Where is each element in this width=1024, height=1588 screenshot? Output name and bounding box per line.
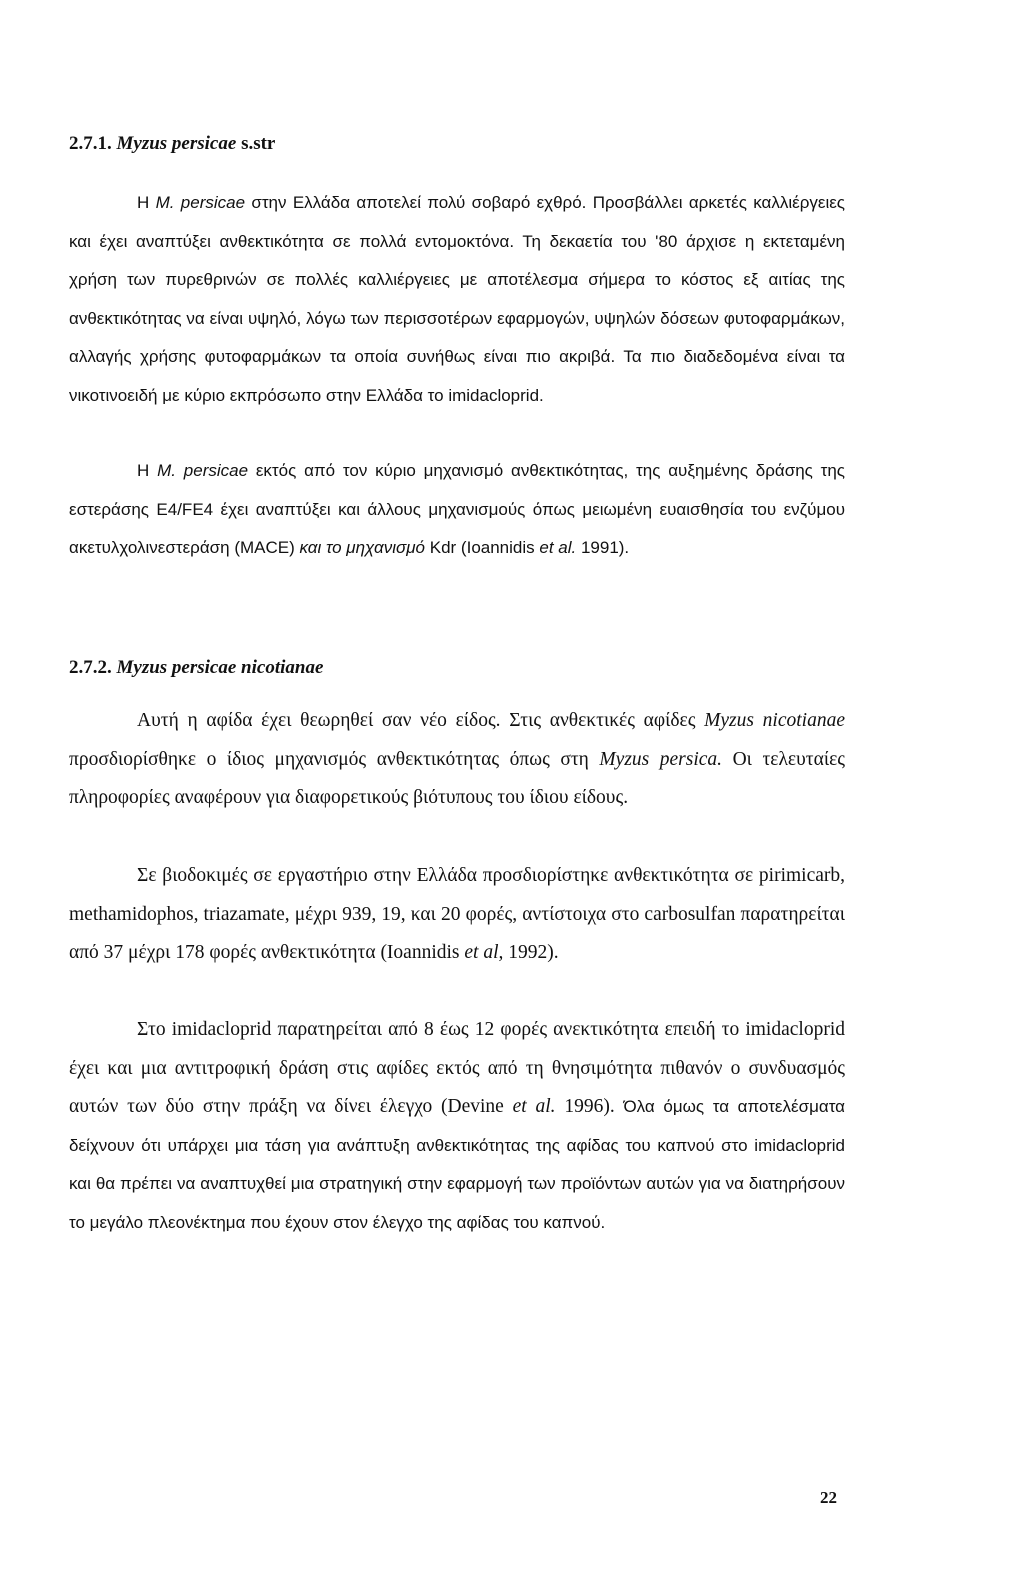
text-run: 1991). (576, 538, 630, 557)
text-run: στην Ελλάδα αποτελεί πολύ σοβαρό εχθρό. Προσβάλλει αρκετές καλλιέργειες και έχει αναπτύξει ανθεκτικότητα σε πολλά εντομοκτόνα. Τη δεκαετία του '80 άρχισε η εκτεταμένη χρήση των πυρεθρινών σε πολλές καλλιέργειες με αποτέλεσμα σήμερα το κόστος εξ αιτίας της ανθεκτικότητας να είναι υψηλό, λόγω των περισσοτέρων εφαρμογών, υψηλών δόσεων φυτοφαρμάκων, αλλαγής χρήσης φυτοφαρμάκων τα οποία συνήθως είναι πιο ακριβά. Τα πιο διαδεδομένα είναι τα νικοτινοειδή με κύριο εκπρόσωπο στην Ελλάδα το imidacloprid. (69, 193, 845, 405)
section-heading-2-7-2 (69, 656, 323, 680)
section-title-species: Myzus persicae nicotianae (116, 657, 324, 678)
section-title-species: Myzus persicae (116, 133, 237, 154)
paragraph-bioassays (69, 857, 845, 973)
text-run: 1992). (503, 942, 559, 964)
text-run: Όλα όμως τα αποτελέσματα δείχνουν ότι υπάρχει μια τάση για ανάπτυξη ανθεκτικότητας της αφίδας του καπνού στο imidacloprid και θα πρέπει να αναπτυχθεί μια στρατηγική στην εφαρμογή των προϊόντων αυτών για να διατηρήσουν το μεγάλο πλεονέκτημα που έχουν στον έλεγχο της αφίδας του καπνού. (69, 1097, 846, 1232)
species-name: M. persicae (157, 461, 249, 480)
text-run: εκτός από τον κύριο μηχανισμό ανθεκτικότητας, της αυξημένης δράσης της εστεράσης E4/FE4 έχει αναπτύξει και άλλους μηχανισμούς όπως μειωμένη ευαισθησία του ενζύμου ακετυλχολινεστεράση (MACE) (69, 461, 846, 557)
citation-et-al: et al. (539, 538, 577, 557)
section-number: 2.7.1. (69, 133, 117, 154)
paragraph-m-persicae-intro (69, 184, 845, 415)
paragraph-nicotianae (69, 702, 845, 818)
text-run: Σε βιοδοκιμές σε εργαστήριο στην Ελλάδα προσδιορίστηκε ανθεκτικότητα σε pirimicarb, methamidophos, triazamate, μέχρι 939, 19, και 20 φορές, αντίστοιχα στο carbosulfan παρατηρείται από 37 μέχρι 178 φορές ανθεκτικότητα (Ioannidis (69, 865, 845, 964)
citation-et-al: et al. (512, 1096, 556, 1118)
text-run-italic: και το μηχανισμό (299, 538, 426, 557)
page-number: 22 (820, 1488, 837, 1507)
text-run: 1996). (555, 1096, 624, 1118)
text-run: Αυτή η αφίδα έχει θεωρηθεί σαν νέο είδος. Στις ανθεκτικές αφίδες (137, 710, 705, 731)
text-run: Η (137, 461, 158, 480)
species-name: Myzus persica. (599, 748, 723, 770)
paragraph-resistance-mechanisms (69, 452, 845, 568)
section-title-suffix: s.str (236, 133, 276, 154)
text-run: προσδιορίσθηκε ο ίδιος μηχανισμός ανθεκτικότητας όπως στη (69, 748, 600, 770)
citation-et-al: et al, (464, 942, 504, 964)
text-run: Στο imidacloprid παρατηρείται από 8 έως 12 φορές ανεκτικότητα επειδή το imidacloprid έχει και μια αντιτροφική δράση στις αφίδες εκτός από τη θνησιμότητα πιθανόν ο συνδυασμός αυτών των δύο στην πράξη να δίνει έλεγχο (Devine (69, 1019, 845, 1118)
species-name: M. persicae (155, 193, 246, 212)
text-run: Kdr (Ioannidis (425, 538, 540, 557)
text-run: Οι τελευταίες πληροφορίες αναφέρουν για διαφορετικούς βιότυπους του ίδιου είδους. (69, 748, 845, 809)
species-name: Myzus nicotianae (704, 710, 845, 731)
section-heading-2-7-1 (69, 132, 275, 156)
paragraph-imidacloprid (69, 1011, 845, 1243)
section-number: 2.7.2. (69, 657, 117, 678)
text-run: Η (137, 193, 156, 212)
